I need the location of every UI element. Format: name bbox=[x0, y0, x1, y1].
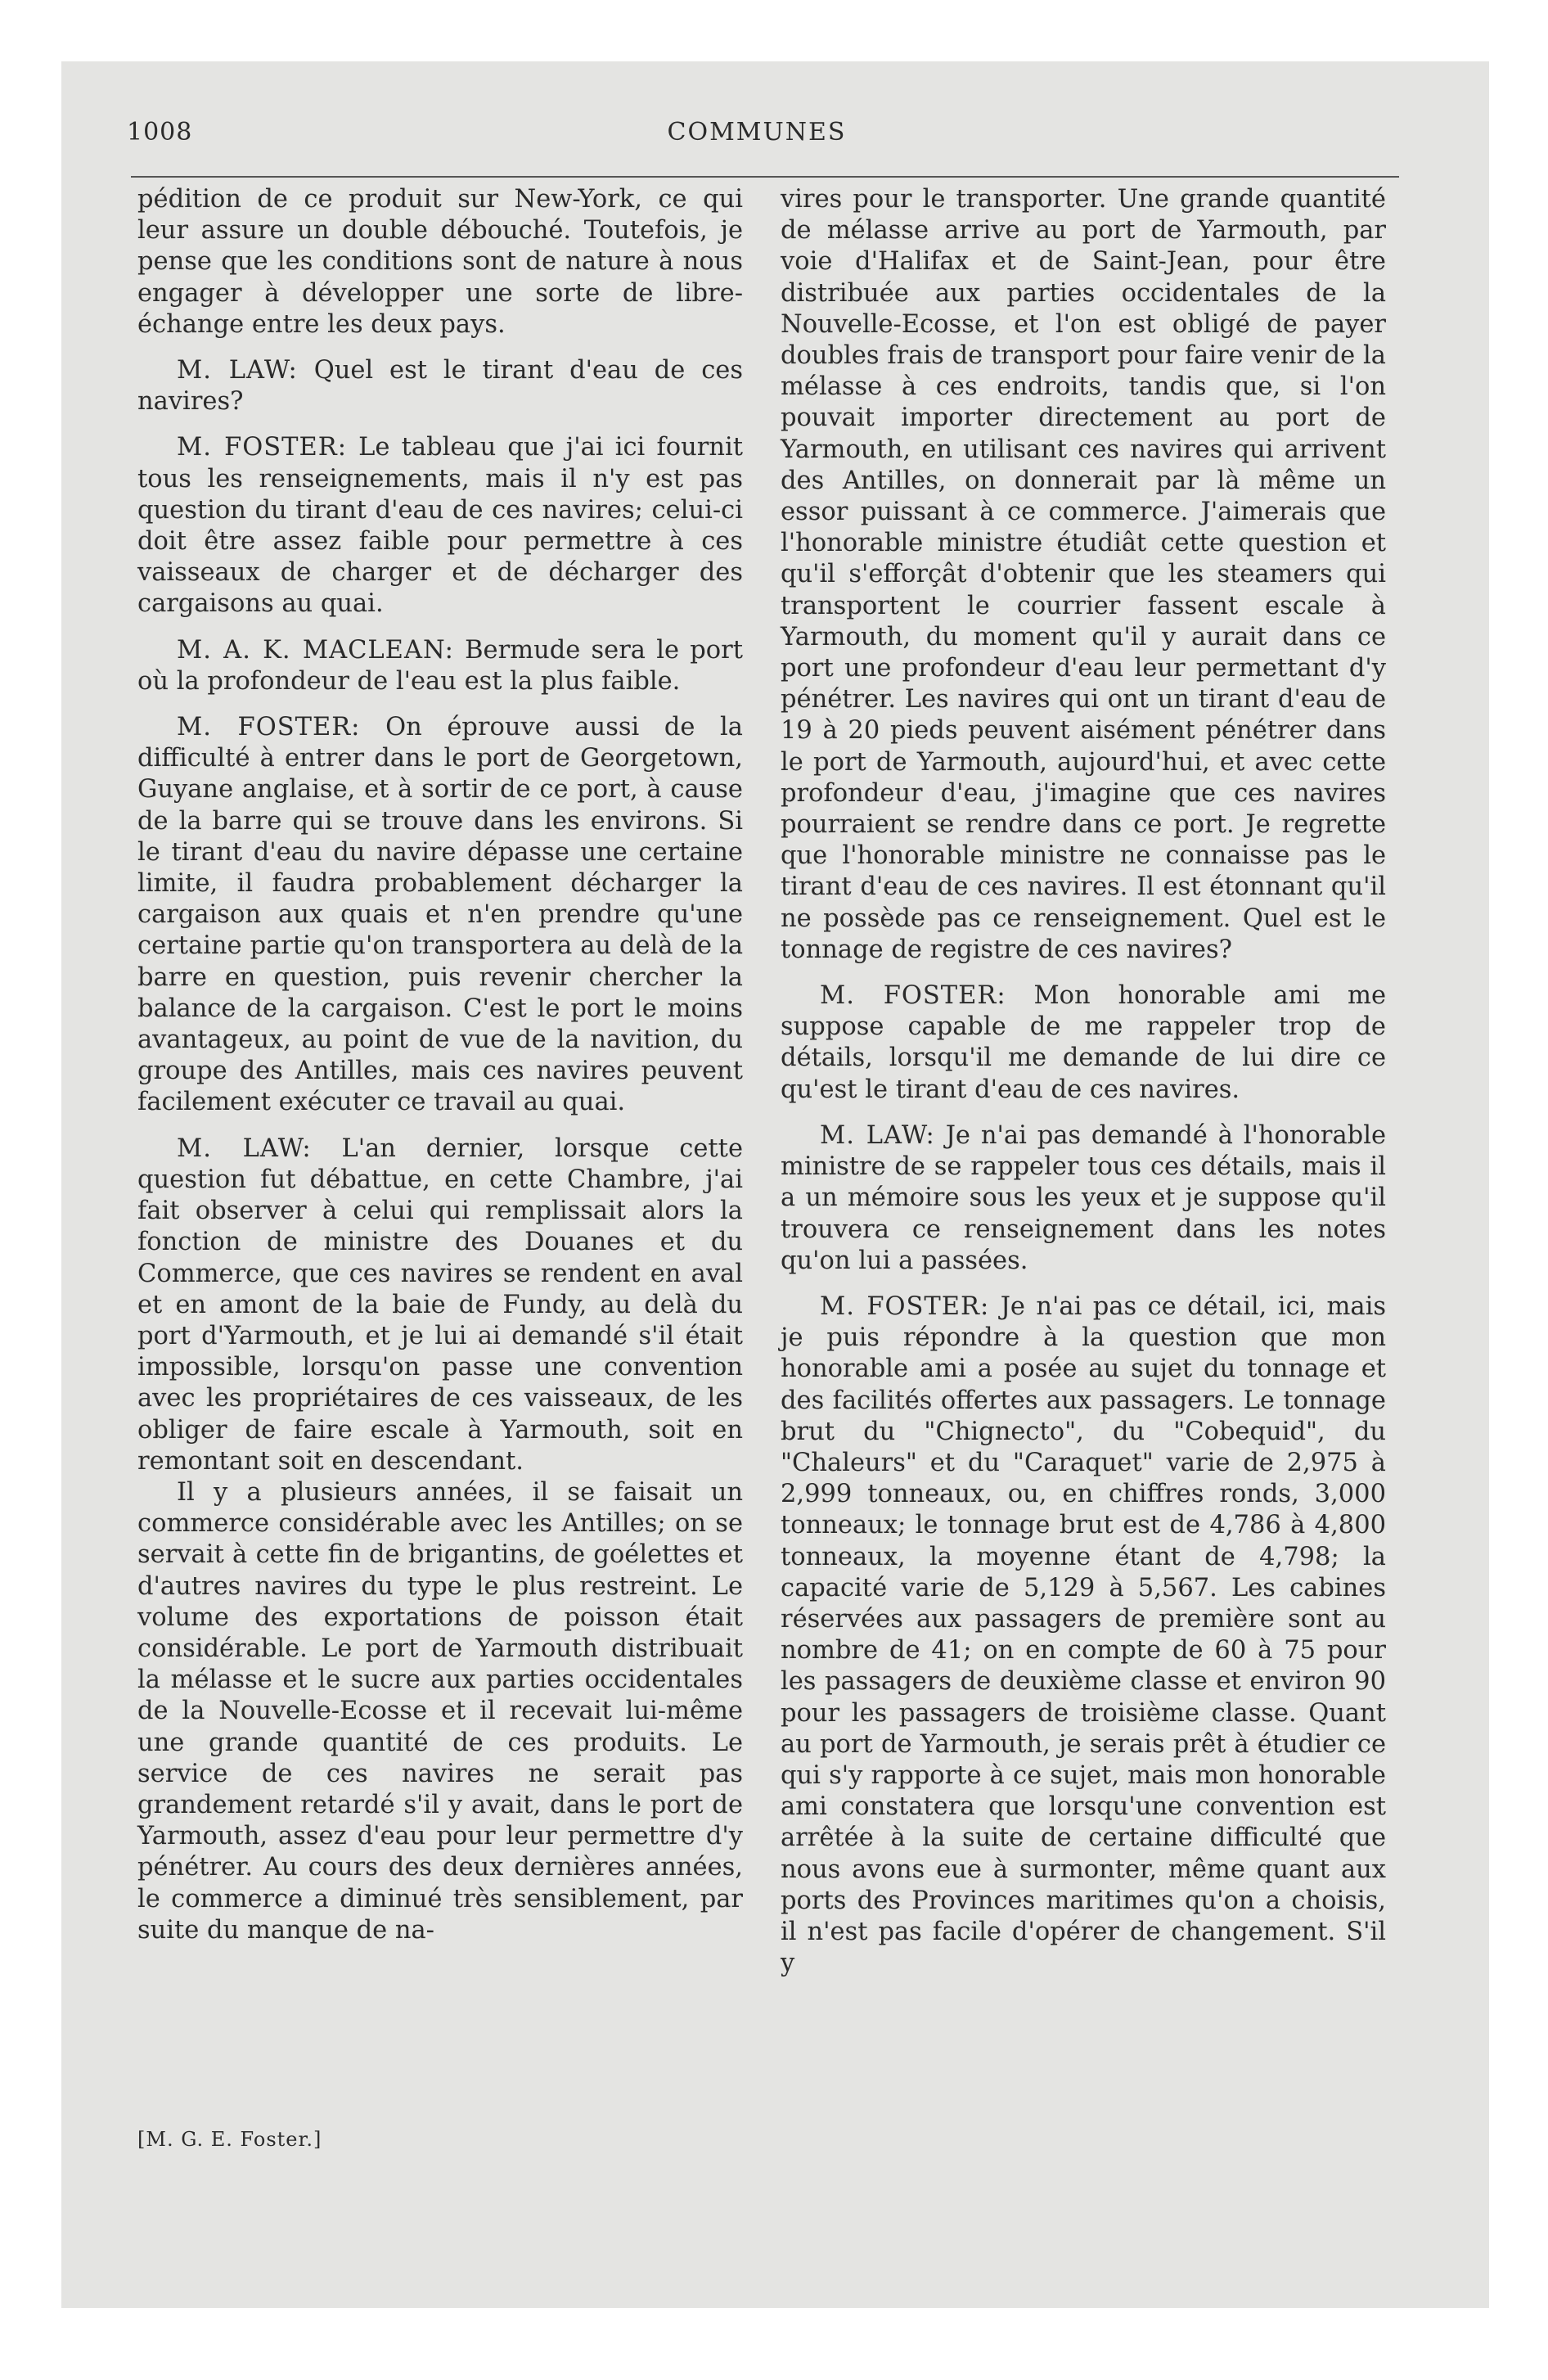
paragraph-text: vires pour le transporter. Une grande quantité de mélasse arrive au port de Yarmouth, par voie d'Halifax et de Saint-Jean, pour être distribuée aux parties occidentales de la Nouvelle-Ecosse, et l'on est obligé de payer doubles frais de transport pour faire venir de la mélasse à ces endroits, tandis que, si l'on pouvait importer directement au port de Yarmouth, en utilisant ces navires qui arrivent des Antilles, on donnerait par là même un essor puissant à ce commerce. J'aimerais que l'honorable ministre étudiât cette question et qu'il s'efforçât d'obtenir que les steamers qui transportent le courrier fassent escale à Yarmouth, du moment qu'il y aurait dans ce port une profondeur d'eau leur permettant d'y pénétrer. Les navires qui ont un tirant d'eau de 19 à 20 pieds peuvent aisément pénétrer dans le port de Yarmouth, aujourd'hui, et avec cette profondeur d'eau, j'imagine que ces navires pourraient se rendre dans ce port. Je regrette que l'honorable ministre ne connaisse pas le tirant d'eau de ces navires. Il est étonnant qu'il ne possède pas ce renseignement. Quel est le tonnage de registre de ces navires? bbox=[781, 185, 1386, 964]
page-header bbox=[115, 115, 1399, 156]
paragraph bbox=[137, 432, 743, 620]
paragraph-text: pédition de ce produit sur New-York, ce qui leur assure un double débouché. Toutefois, je pense que les conditions sont de nature à nous engager à développer une sorte de libre-échange entre les deux pays. bbox=[137, 185, 743, 339]
paragraph-text: Il y a plusieurs années, il se faisait un commerce considérable avec les Antilles; on se servait à cette fin de brigantins, de goélettes et d'autres navires du type le plus restreint. Le volume des exportations de poisson était considérable. Le port de Yarmouth distribuait la mélasse et le sucre aux parties occidentales de la Nouvelle-Ecosse et il recevait lui-même une grande quantité de ces produits. Le service de ces navires ne serait pas grandement retardé s'il y avait, dans le port de Yarmouth, assez d'eau pour leur permettre d'y pénétrer. Au cours des deux dernières années, le commerce a diminué très sensiblement, par suite du manque de na- bbox=[137, 1477, 743, 1945]
paragraph-text: Je n'ai pas ce détail, ici, mais je puis répondre à la question que mon honorable ami a posée au sujet du tonnage et des facilités offertes aux passagers. Le tonnage brut du "Chignecto", du "Cobequid", du "Chaleurs" et du "Caraquet" varie de 2,975 à 2,999 tonneaux, ou, en chiffres ronds, 3,000 tonneaux; le tonnage brut est de 4,786 à 4,800 tonneaux, la moyenne étant de 4,798; la capacité varie de 5,129 à 5,567. Les cabines réservées aux passagers de première sont au nombre de 41; on en compte de 60 à 75 pour les passagers de deuxième classe et environ 90 pour les passagers de troisième classe. Quant au port de Yarmouth, je serais prêt à étudier ce qui s'y rapporte à ce sujet, mais mon honorable ami constatera que lorsqu'une convention est arrêtée à la suite de certaine difficulté que nous avons eue à surmonter, même quant aux ports des Provinces maritimes qu'on a choisis, il n'est pas facile d'opérer de changement. S'il y bbox=[781, 1291, 1387, 1978]
paragraph bbox=[781, 1120, 1386, 1277]
paragraph bbox=[137, 355, 743, 417]
speaker-name: M. LAW: bbox=[177, 356, 298, 385]
left-column bbox=[137, 184, 743, 1946]
paragraph bbox=[137, 1477, 743, 1946]
right-column bbox=[781, 184, 1386, 1979]
paragraph bbox=[137, 184, 743, 340]
paragraph bbox=[781, 980, 1386, 1106]
paragraph bbox=[137, 712, 743, 1119]
paragraph-text: Quel est le tirant d'eau de ces navires? bbox=[137, 356, 743, 417]
speaker-name: M. FOSTER: bbox=[820, 1291, 990, 1321]
paragraph-text: Bermude sera le port où la profondeur de l'eau est la plus faible. bbox=[137, 635, 743, 696]
speaker-name: M. A. K. MACLEAN: bbox=[177, 635, 454, 665]
speaker-attribution: [M. G. E. Foster.] bbox=[137, 2128, 322, 2151]
speaker-name: M. LAW: bbox=[820, 1120, 935, 1150]
paragraph bbox=[781, 184, 1386, 966]
speaker-name: M. FOSTER: bbox=[177, 713, 361, 742]
speaker-name: M. LAW: bbox=[177, 1134, 312, 1163]
paragraph-text: L'an dernier, lorsque cette question fut débattue, en cette Chambre, j'ai fait observer à celui qui remplissait alors la fonction de ministre des Douanes et du Commerce, que ces navires se rendent en aval et en amont de la baie de Fundy, au delà du port d'Yarmouth, et je lui ai demandé s'il était impossible, lorsqu'on passe une convention avec les propriétaires de ces vaisseaux, de les obliger de faire escale à Yarmouth, soit en remontant soit en descendant. bbox=[137, 1134, 743, 1476]
paragraph-text: On éprouve aussi de la difficulté à entrer dans le port de Georgetown, Guyane anglaise, et à sortir de ce port, à cause de la barre qui se trouve dans les environs. Si le tirant d'eau du navire dépasse une certaine limite, il faudra probablement décharger la cargaison aux quais et n'en prendre qu'une certaine partie qu'on transportera au delà de la barre en question, puis revenir chercher la balance de la cargaison. C'est le port le moins avantageux, au point de vue de la navition, du groupe des Antilles, mais ces navires peuvent facilement exécuter ce travail au quai. bbox=[137, 713, 743, 1117]
page-number: 1008 bbox=[127, 118, 193, 146]
paragraph-text: Je n'ai pas demandé à l'honorable ministre de se rappeler tous ces détails, mais il a un mémoire sous les yeux et je suppose qu'il trouvera ce renseignement dans les notes qu'on lui a passées. bbox=[781, 1120, 1386, 1275]
paragraph bbox=[137, 635, 743, 697]
speaker-name: M. FOSTER: bbox=[177, 433, 347, 462]
header-rule bbox=[131, 176, 1399, 178]
running-head: COMMUNES bbox=[667, 118, 847, 146]
paragraph-text: Le tableau que j'ai ici fournit tous les renseignements, mais il n'y est pas question du tirant d'eau de ces navires; celui-ci doit être assez faible pour permettre à ces vaisseaux de charger et de décharger des cargaisons au quai. bbox=[137, 433, 743, 619]
paragraph-text: Mon honorable ami me suppose capable de me rappeler trop de détails, lorsqu'il me demande de lui dire ce qu'est le tirant d'eau de ces navires. bbox=[781, 981, 1386, 1104]
paragraph bbox=[137, 1134, 743, 1477]
paragraph bbox=[781, 1291, 1386, 1979]
speaker-name: M. FOSTER: bbox=[820, 981, 1006, 1011]
